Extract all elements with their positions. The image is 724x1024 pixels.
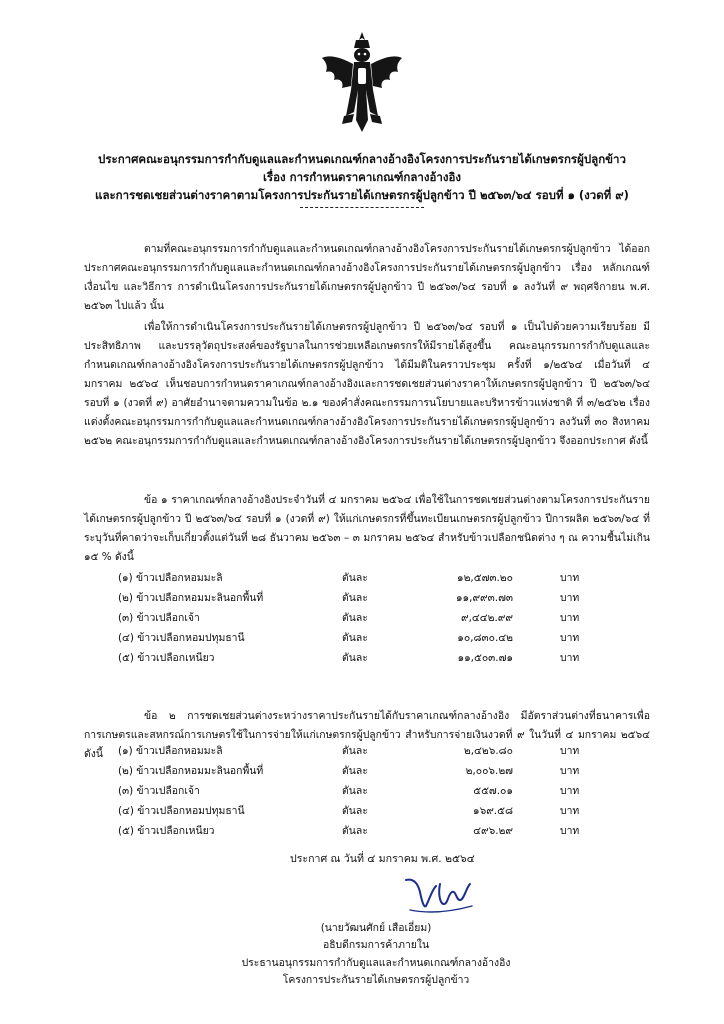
price-value: ๙,๔๔๒.๙๙	[460, 612, 513, 624]
signer-title-2: ประธานอนุกรรมการกำกับดูแลและกำหนดเกณฑ์กลางอ้างอิง	[241, 957, 511, 969]
rice-type: (๕) ข้าวเปลือกเหนียว	[118, 825, 215, 837]
list-item	[118, 801, 618, 821]
list-item	[118, 648, 618, 668]
currency: บาท	[560, 652, 580, 664]
rice-type: (๑) ข้าวเปลือกหอมมะลิ	[118, 572, 223, 584]
currency: บาท	[560, 825, 580, 837]
compensation-value: ๕๕๗.๐๑	[473, 785, 513, 797]
per-unit: ตันละ	[342, 785, 368, 797]
per-unit: ตันละ	[342, 632, 368, 644]
compensation-value: ๒,๔๒๖.๘๐	[463, 745, 513, 757]
compensation-value: ๒,๐๐๖.๒๗	[465, 765, 513, 777]
rice-type: (๒) ข้าวเปลือกหอมมะลินอกพื้นที่	[118, 765, 264, 777]
garuda-emblem-icon	[318, 28, 406, 136]
rice-type: (๔) ข้าวเปลือกหอมปทุมธานี	[118, 805, 245, 817]
per-unit: ตันละ	[342, 652, 368, 664]
paragraph-1: ตามที่คณะอนุกรรมการกำกับดูแลและกำหนดเกณฑ์กลางอ้างอิงโครงการประกันรายได้เกษตรกรผู้ปลูกข้าว ได้ออกประกาศคณะอนุกรรมการกำกับดูแลและกำหนดเกณฑ์กลางอ้างอิงโครงการประกันรายได้เกษตรกรผู้ปลูกข้าว เรื่อง หลักเกณฑ์ เงื่อนไข และวิธีการ การดำเนินโครงการประกันรายได้เกษตรกรผู้ปลูกข้าว ปี ๒๕๖๓/๖๔ รอบที่ ๑ ลงวันที่ ๙ พฤศจิกายน พ.ศ. ๒๕๖๓ ไปแล้ว นั้น	[84, 243, 650, 312]
currency: บาท	[560, 765, 580, 777]
title-line-2: เรื่อง การกำหนดราคาเกณฑ์กลางอ้างอิง	[262, 170, 462, 184]
announcement-date: ประกาศ ณ วันที่ ๔ มกราคม พ.ศ. ๒๕๖๔	[290, 853, 475, 865]
price-value: ๑๐,๘๓๐.๔๒	[457, 632, 513, 644]
per-unit: ตันละ	[342, 765, 368, 777]
price-value: ๑๑,๕๐๓.๗๑	[457, 652, 513, 664]
title-divider	[300, 207, 424, 208]
list-item	[118, 761, 618, 781]
list-item	[118, 741, 618, 761]
per-unit: ตันละ	[342, 572, 368, 584]
rice-type: (๕) ข้าวเปลือกเหนียว	[118, 652, 215, 664]
rice-type: (๒) ข้าวเปลือกหอมมะลินอกพื้นที่	[118, 592, 264, 604]
currency: บาท	[560, 572, 580, 584]
reference-price-list	[118, 568, 618, 668]
rice-type: (๓) ข้าวเปลือกเจ้า	[118, 785, 200, 797]
currency: บาท	[560, 785, 580, 797]
rice-type: (๑) ข้าวเปลือกหอมมะลิ	[118, 745, 223, 757]
signer-title-1: อธิบดีกรมการค้าภายใน	[322, 939, 430, 951]
list-item	[118, 628, 618, 648]
per-unit: ตันละ	[342, 592, 368, 604]
currency: บาท	[560, 632, 580, 644]
list-item	[118, 568, 618, 588]
currency: บาท	[560, 612, 580, 624]
rice-type: (๓) ข้าวเปลือกเจ้า	[118, 612, 200, 624]
compensation-value: ๔๙๖.๒๙	[473, 825, 513, 837]
compensation-list	[118, 741, 618, 841]
paragraph-4: ข้อ ๒ การชดเชยส่วนต่างระหว่างราคาประกันรายได้กับราคาเกณฑ์กลางอ้างอิง มีอัตราส่วนต่างที่ธนาคารเพื่อการเกษตรและสหกรณ์การเกษตรใช้ในการจ่ายให้แก่เกษตรกรผู้ปลูกข้าว สำหรับการจ่ายเงินงวดที่ ๙ ในวันที่ ๔ มกราคม ๒๕๖๔ ดังนี้	[84, 710, 650, 760]
paragraph-3: ข้อ ๑ ราคาเกณฑ์กลางอ้างอิงประจำวันที่ ๔ มกราคม ๒๕๖๔ เพื่อใช้ในการชดเชยส่วนต่างตามโครงการประกันรายได้เกษตรกรผู้ปลูกข้าว ปี ๒๕๖๓/๖๔ รอบที่ ๑ (งวดที่ ๙) ให้แก่เกษตรกรที่ขึ้นทะเบียนเกษตรกรผู้ปลูกข้าว ปีการผลิต ๒๕๖๓/๖๔ ที่ระบุวันที่คาดว่าจะเก็บเกี่ยวตั้งแต่วันที่ ๒๘ ธันวาคม ๒๕๖๓ – ๓ มกราคม ๒๕๖๔ สำหรับข้าวเปลือกชนิดต่าง ๆ ณ ความชื้นไม่เกิน ๑๕ % ดังนี้	[84, 494, 650, 563]
rice-type: (๔) ข้าวเปลือกหอมปทุมธานี	[118, 632, 245, 644]
list-item	[118, 781, 618, 801]
paragraph-2: เพื่อให้การดำเนินโครงการประกันรายได้เกษตรกรผู้ปลูกข้าว ปี ๒๕๖๓/๖๔ รอบที่ ๑ เป็นไปด้วยความเรียบร้อย มีประสิทธิภาพ และบรรลุวัตถุประสงค์ของรัฐบาลในการช่วยเหลือเกษตรกรให้มีรายได้สูงขึ้น คณะอนุกรรมการกำกับดูแลและกำหนดเกณฑ์กลางอ้างอิงโครงการประกันรายได้เกษตรกรผู้ปลูกข้าว ได้มีมติในคราวประชุม ครั้งที่ ๑/๒๕๖๔ เมื่อวันที่ ๔ มกราคม ๒๕๖๔ เห็นชอบการกำหนดราคาเกณฑ์กลางอ้างอิงและการชดเชยส่วนต่างราคาให้เกษตรกรผู้ปลูกข้าว ปี ๒๕๖๓/๖๔ รอบที่ ๑ (งวดที่ ๙) อาศัยอำนาจตามความในข้อ ๒.๑ ของคำสั่งคณะกรรมการนโยบายและบริหารข้าวแห่งชาติ ที่ ๓/๒๕๖๒ เรื่อง แต่งตั้งคณะอนุกรรมการกำกับดูแลและกำหนดเกณฑ์กลางอ้างอิงโครงการประกันรายได้เกษตรกรผู้ปลูกข้าว ลงวันที่ ๓๐ สิงหาคม ๒๕๖๒ คณะอนุกรรมการกำกับดูแลและกำหนดเกณฑ์กลางอ้างอิงโครงการประกันรายได้เกษตรกรผู้ปลูกข้าว จึงออกประกาศ ดังนี้	[84, 321, 650, 447]
currency: บาท	[560, 805, 580, 817]
title-line-1: ประกาศคณะอนุกรรมการกำกับดูแลและกำหนดเกณฑ์กลางอ้างอิงโครงการประกันรายได้เกษตรกรผู้ปลูกข้าว	[98, 152, 626, 166]
per-unit: ตันละ	[342, 805, 368, 817]
signer-title-3: โครงการประกันรายได้เกษตรกรผู้ปลูกข้าว	[282, 974, 470, 986]
list-item	[118, 821, 618, 841]
per-unit: ตันละ	[342, 612, 368, 624]
list-item	[118, 608, 618, 628]
currency: บาท	[560, 745, 580, 757]
currency: บาท	[560, 592, 580, 604]
compensation-value: ๑๖๙.๕๘	[473, 805, 513, 817]
signer-name: (นายวัฒนศักย์ เสือเอี่ยม)	[320, 922, 432, 934]
price-value: ๑๒,๕๗๓.๒๐	[456, 572, 513, 584]
title-line-3: และการชดเชยส่วนต่างราคาตามโครงการประกันรายได้เกษตรกรผู้ปลูกข้าว ปี ๒๕๖๓/๖๔ รอบที่ ๑ (งวดที่ ๙)	[95, 188, 629, 202]
per-unit: ตันละ	[342, 825, 368, 837]
signature-icon	[400, 870, 480, 918]
per-unit: ตันละ	[342, 745, 368, 757]
list-item	[118, 588, 618, 608]
price-value: ๑๑,๙๙๓.๗๓	[455, 592, 513, 604]
